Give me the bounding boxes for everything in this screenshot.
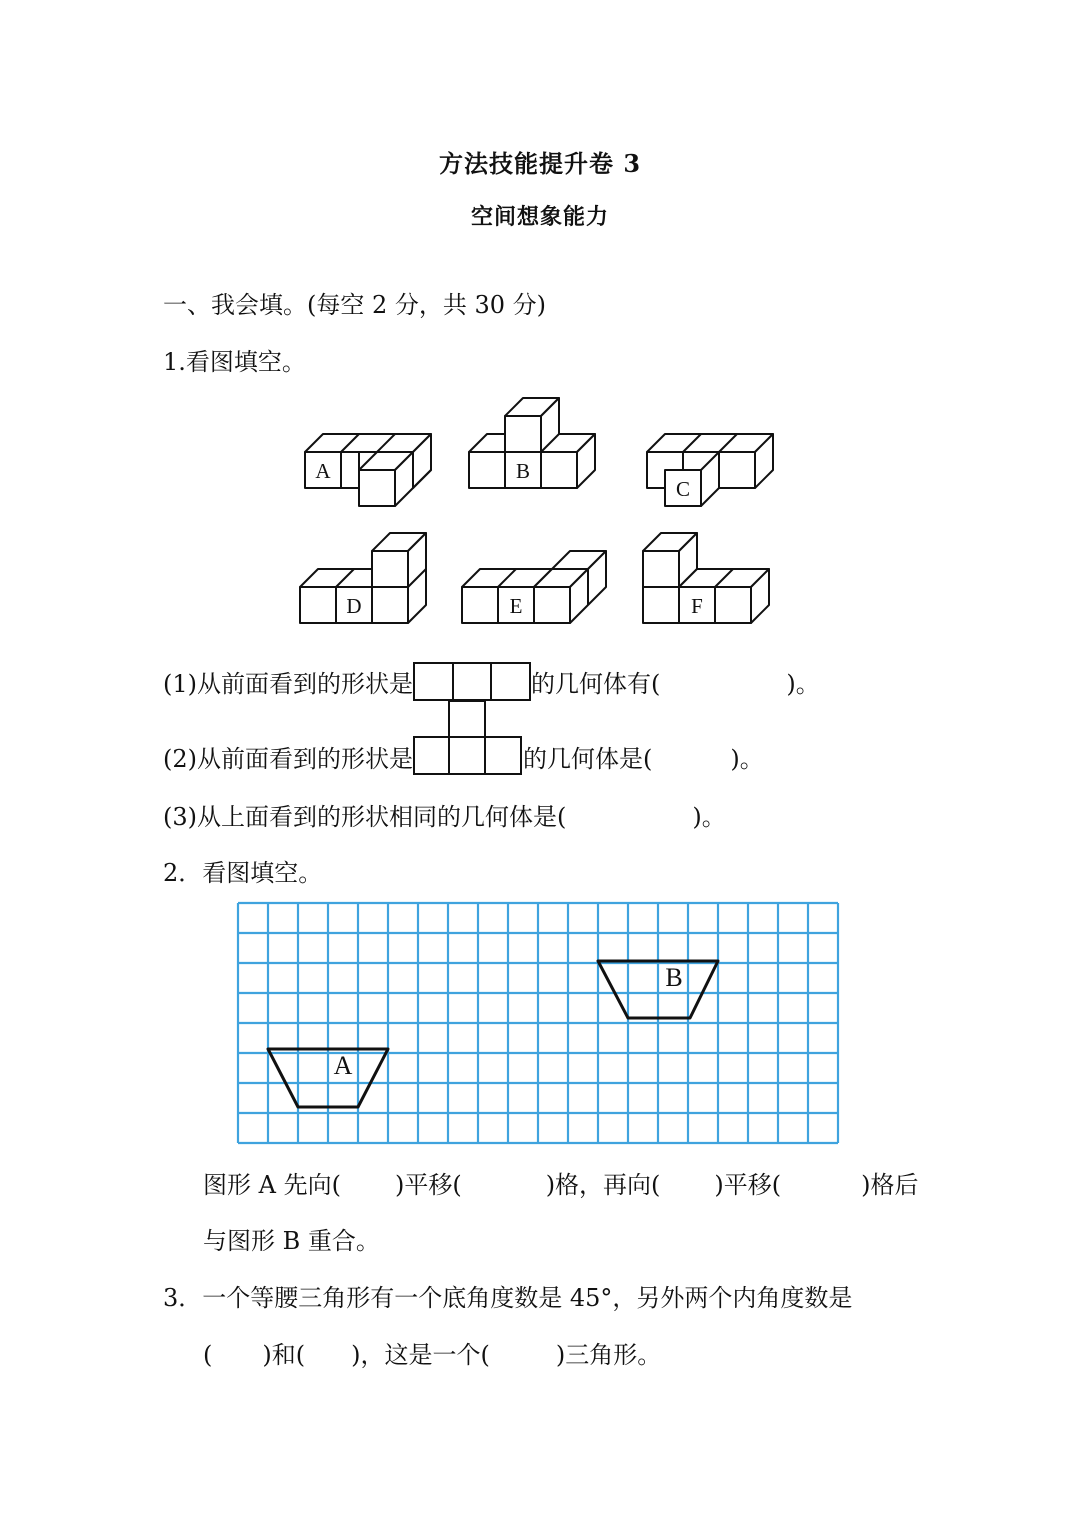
q1-sub1-pre: (1)从前面看到的形状是 xyxy=(163,670,413,698)
q2-text-c: )格，再向( xyxy=(545,1171,661,1199)
q3-text-c: )，这是一个( xyxy=(351,1341,490,1369)
q1-sub3-pre: (3)从上面看到的形状相同的几何体是( xyxy=(163,803,567,831)
q2-line2: 与图形 B 重合。 xyxy=(203,1227,380,1255)
page-subtitle: 空间想象能力 xyxy=(470,204,609,230)
q1-sub3 xyxy=(163,797,726,832)
section-heading: 一、我会填。(每空 2 分，共 30 分) xyxy=(163,291,547,319)
q1-sub2-pre: (2)从前面看到的形状是 xyxy=(163,745,413,773)
q1-sub3-end: )。 xyxy=(692,803,726,831)
front-view-three-squares xyxy=(413,662,531,702)
q3-line1: 3．一个等腰三角形有一个底角度数是 45°，另外两个内角度数是 xyxy=(163,1284,853,1312)
figure-label-f: F xyxy=(691,594,703,618)
trapezoid-b-label: B xyxy=(665,963,683,992)
figure-label-b: B xyxy=(515,459,531,483)
translation-grid xyxy=(230,896,850,1146)
figure-c xyxy=(647,434,773,506)
q2-text-e: )格后 xyxy=(861,1171,919,1199)
q1-sub1 xyxy=(163,662,820,702)
figure-b xyxy=(469,398,595,488)
q1-sub2-post: 的几何体是( xyxy=(523,745,653,773)
q2-text-b: )平移( xyxy=(394,1171,462,1199)
figure-label-e: E xyxy=(509,594,523,618)
q1-sub2-end: )。 xyxy=(730,745,764,773)
q1-sub2 xyxy=(163,700,764,776)
page-title: 方法技能提升卷 3 xyxy=(438,149,642,178)
q2-text-d: )平移( xyxy=(714,1171,782,1199)
q2-text-a: 图形 A 先向( xyxy=(203,1171,341,1199)
cube-figures xyxy=(0,0,1080,640)
trapezoid-a-label: A xyxy=(333,1051,353,1080)
q2-line1 xyxy=(203,1165,919,1200)
figure-label-d: D xyxy=(346,594,362,618)
q3-line2 xyxy=(203,1335,661,1370)
figure-f xyxy=(643,533,769,623)
figure-label-c: C xyxy=(675,477,691,501)
question-1-prompt: 1.看图填空。 xyxy=(163,348,306,376)
question-2-prompt: 2．看图填空。 xyxy=(163,859,323,887)
front-view-t-shape xyxy=(413,700,523,776)
q3-text-d: )三角形。 xyxy=(555,1341,662,1369)
q3-text-b: )和( xyxy=(262,1341,306,1369)
q1-sub1-post: 的几何体有( xyxy=(531,670,661,698)
figure-label-a: A xyxy=(315,459,331,483)
figure-e xyxy=(462,551,606,623)
q3-text-a: ( xyxy=(203,1341,213,1369)
figure-d xyxy=(300,533,426,623)
q1-sub1-end: )。 xyxy=(786,670,820,698)
